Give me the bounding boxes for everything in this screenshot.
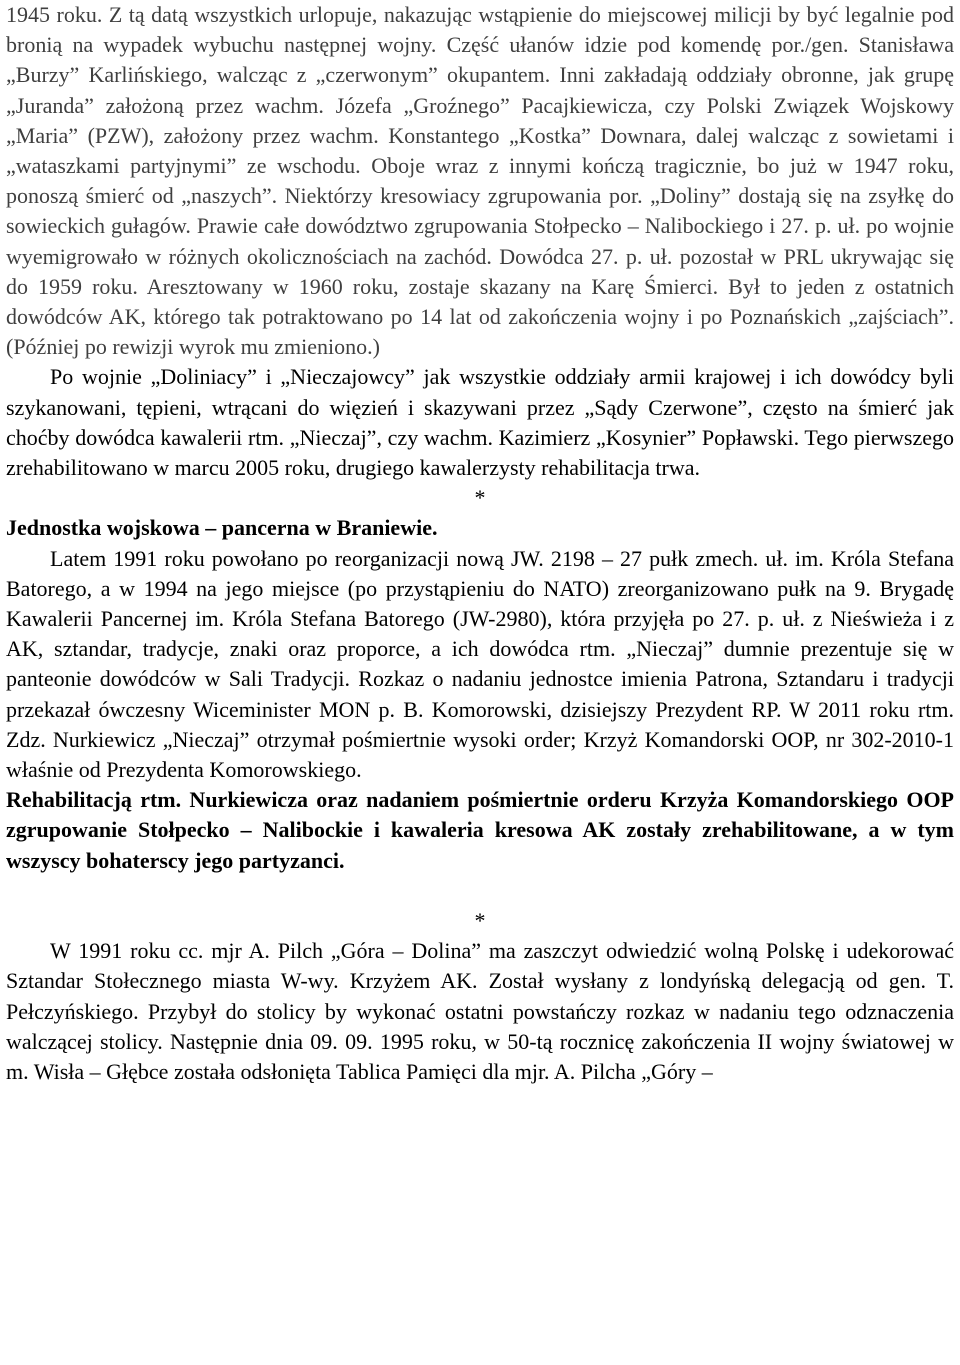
document-page — [6, 0, 954, 1087]
section-heading: Jednostka wojskowa – pancerna w Braniewie. — [6, 515, 438, 541]
section-separator-star: * — [474, 485, 486, 511]
paragraph-rehabilitation: Rehabilitacją rtm. Nurkiewicza oraz nadaniem pośmiertnie orderu Krzyża Komandorskiego OOP zgrupowanie Stołpecko – Nalibockie i kawaleria kresowa AK zostały zrehabilitowane, a w tym wszyscy bohaterscy jego partyzanci. — [6, 787, 954, 873]
section-separator-star: * — [474, 907, 486, 933]
paragraph-pilch: W 1991 roku cc. mjr A. Pilch „Góra – Dolina” ma zaszczyt odwiedzić wolną Polskę i udekorować Sztandar Stołecznego miasta W-wy. Krzyżem AK. Został wysłany z londyńską delegacją od gen. T. Pełczyńskiego. Przybył do stolicy by wykonać ostatni powstańczy rozkaz w nadaniu tego odznaczenia walczącej stolicy. Następnie dnia 09. 09. 1995 roku, w 50-tą rocznicę zakończenia II wojny światowej w m. Wisła – Głębce została odsłonięta Tablica Pamięci dla mjr. A. Pilcha „Góry – — [6, 938, 954, 1084]
paragraph-after-war: Po wojnie „Doliniacy” i „Nieczajowcy” jak wszystkie oddziały armii krajowej i ich dowódcy byli szykanowani, tępieni, wtrącani do więzień i skazywani przez „Sądy Czerwone”, często na śmierć jak choćby dowódca kawalerii rtm. „Nieczaj”, czy wachm. Kazimierz „Kosynier” Popławski. Tego pierwszego zrehabilitowano w marcu 2005 roku, drugiego kawalerzysty rehabilitacja trwa. — [6, 364, 954, 481]
blank-spacer — [6, 876, 954, 906]
paragraph-postwar-cavalry: 1945 roku. Z tą datą wszystkich urlopuje, nakazując wstąpienie do miejscowej milicji by być legalnie pod bronią na wypadek wybuchu następnej wojny. Część ułanów idzie pod komendę por./gen. Stanisława „Burzy” Karlińskiego, walcząc z „czerwonym” okupantem. Inni zakładają oddziały obronne, jak grupę „Juranda” założoną przez wachm. Józefa „Groźnego” Pacajkiewicza, czy Polski Związek Wojskowy „Maria” (PZW), założony przez wachm. Konstantego „Kostka” Downara, dalej walcząc z sowietami i „wataszkami partyjnymi” ze wschodu. Oboje wraz z innymi kończą tragicznie, bo już w 1947 roku, ponoszą śmierć od „naszych”. Niektórzy kresowiacy zgrupowania por. „Doliny” dostają się na zsyłkę do sowieckich gułagów. Prawie całe dowództwo zgrupowania Stołpecko – Nalibockiego i 27. p. uł. po wojnie wyemigrowało w różnych okolicznościach na zachód. Dowódca 27. p. uł. pozostał w PRL ukrywając się do 1959 roku. Aresztowany w 1960 roku, zostaje skazany na Karę Śmierci. Był to jeden z ostatnich dowódców AK, którego tak potraktowano po 14 lat od zakończenia wojny i po Poznańskich „zajściach”. (Później po rewizji wyrok mu zmieniono.) — [6, 2, 954, 360]
paragraph-braniewo-unit: Latem 1991 roku powołano po reorganizacji nową JW. 2198 – 27 pułk zmech. uł. im. Króla Stefana Batorego, a w 1994 na jego miejsce (po przystąpieniu do NATO) zreorganizowano pułk na 9. Brygadę Kawalerii Pancernej im. Króla Stefana Batorego (JW-2980), która przyjęła po 27. p. uł. z Nieświeża i z AK, sztandar, tradycje, znaki oraz proporce, a ich dowódca rtm. „Nieczaj” dumnie prezentuje się w panteonie dowódców w Sali Tradycji. Rozkaz o nadaniu jednostce imienia Patrona, Sztandaru i tradycji przekazał ówczesny Wiceminister MON p. B. Komorowski, dzisiejszy Prezydent RP. W 2011 roku rtm. Zdz. Nurkiewicz „Nieczaj” otrzymał pośmiertnie wysoki order; Krzyż Komandorski OOP, nr 302-2010-1 właśnie od Prezydenta Komorowskiego. — [6, 545, 954, 783]
